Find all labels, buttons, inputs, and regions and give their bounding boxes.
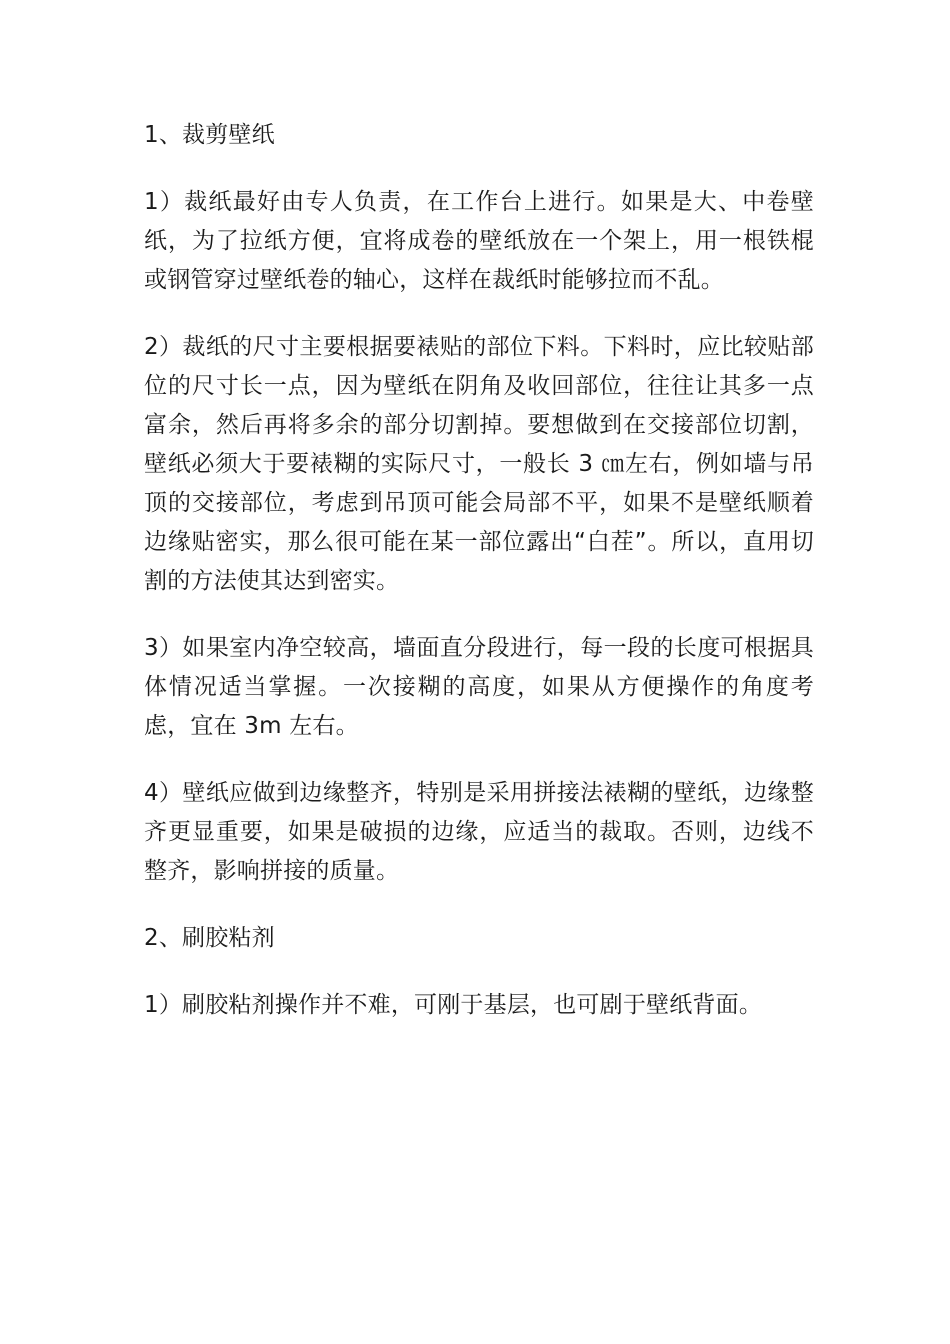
paragraph-cutting-4: 4）壁纸应做到边缘整齐，特别是采用拼接法裱糊的壁纸，边缘整齐更显重要，如果是破损的边缘，应适当的裁取。否则，边线不整齐，影响拼接的质量。	[144, 780, 814, 884]
section-heading-adhesive: 2、刷胶粘剂	[144, 925, 275, 951]
paragraph-cutting-3: 3）如果室内净空较高，墙面直分段进行，每一段的长度可根据具体情况适当掌握。一次接糊的高度，如果从方便操作的角度考虑，宜在 3m 左右。	[144, 635, 814, 739]
paragraph-adhesive-1: 1）刷胶粘剂操作并不难，可刚于基层，也可剧于壁纸背面。	[144, 992, 763, 1018]
paragraph-cutting-1: 1）裁纸最好由专人负责，在工作台上进行。如果是大、中卷壁纸，为了拉纸方便，宜将成卷的壁纸放在一个架上，用一根铁棍或钢管穿过壁纸卷的轴心，这样在裁纸时能够拉而不乱。	[144, 189, 814, 293]
paragraph-cutting-2: 2）裁纸的尺寸主要根据要裱贴的部位下料。下料时，应比较贴部位的尺寸长一点，因为壁纸在阴角及收回部位，往往让其多一点富余，然后再将多余的部分切割掉。要想做到在交接部位切割，壁纸必须大于要裱糊的实际尺寸，一般长 3 ㎝左右，例如墙与吊顶的交接部位，考虑到吊顶可能会局部不平，如果不是壁纸顺着边缘贴密实，那么很可能在某一部位露出“白茬”。所以，直用切割的方法使其达到密实。	[144, 334, 814, 594]
section-heading-cutting: 1、裁剪壁纸	[144, 122, 275, 148]
document-body	[144, 116, 814, 1053]
